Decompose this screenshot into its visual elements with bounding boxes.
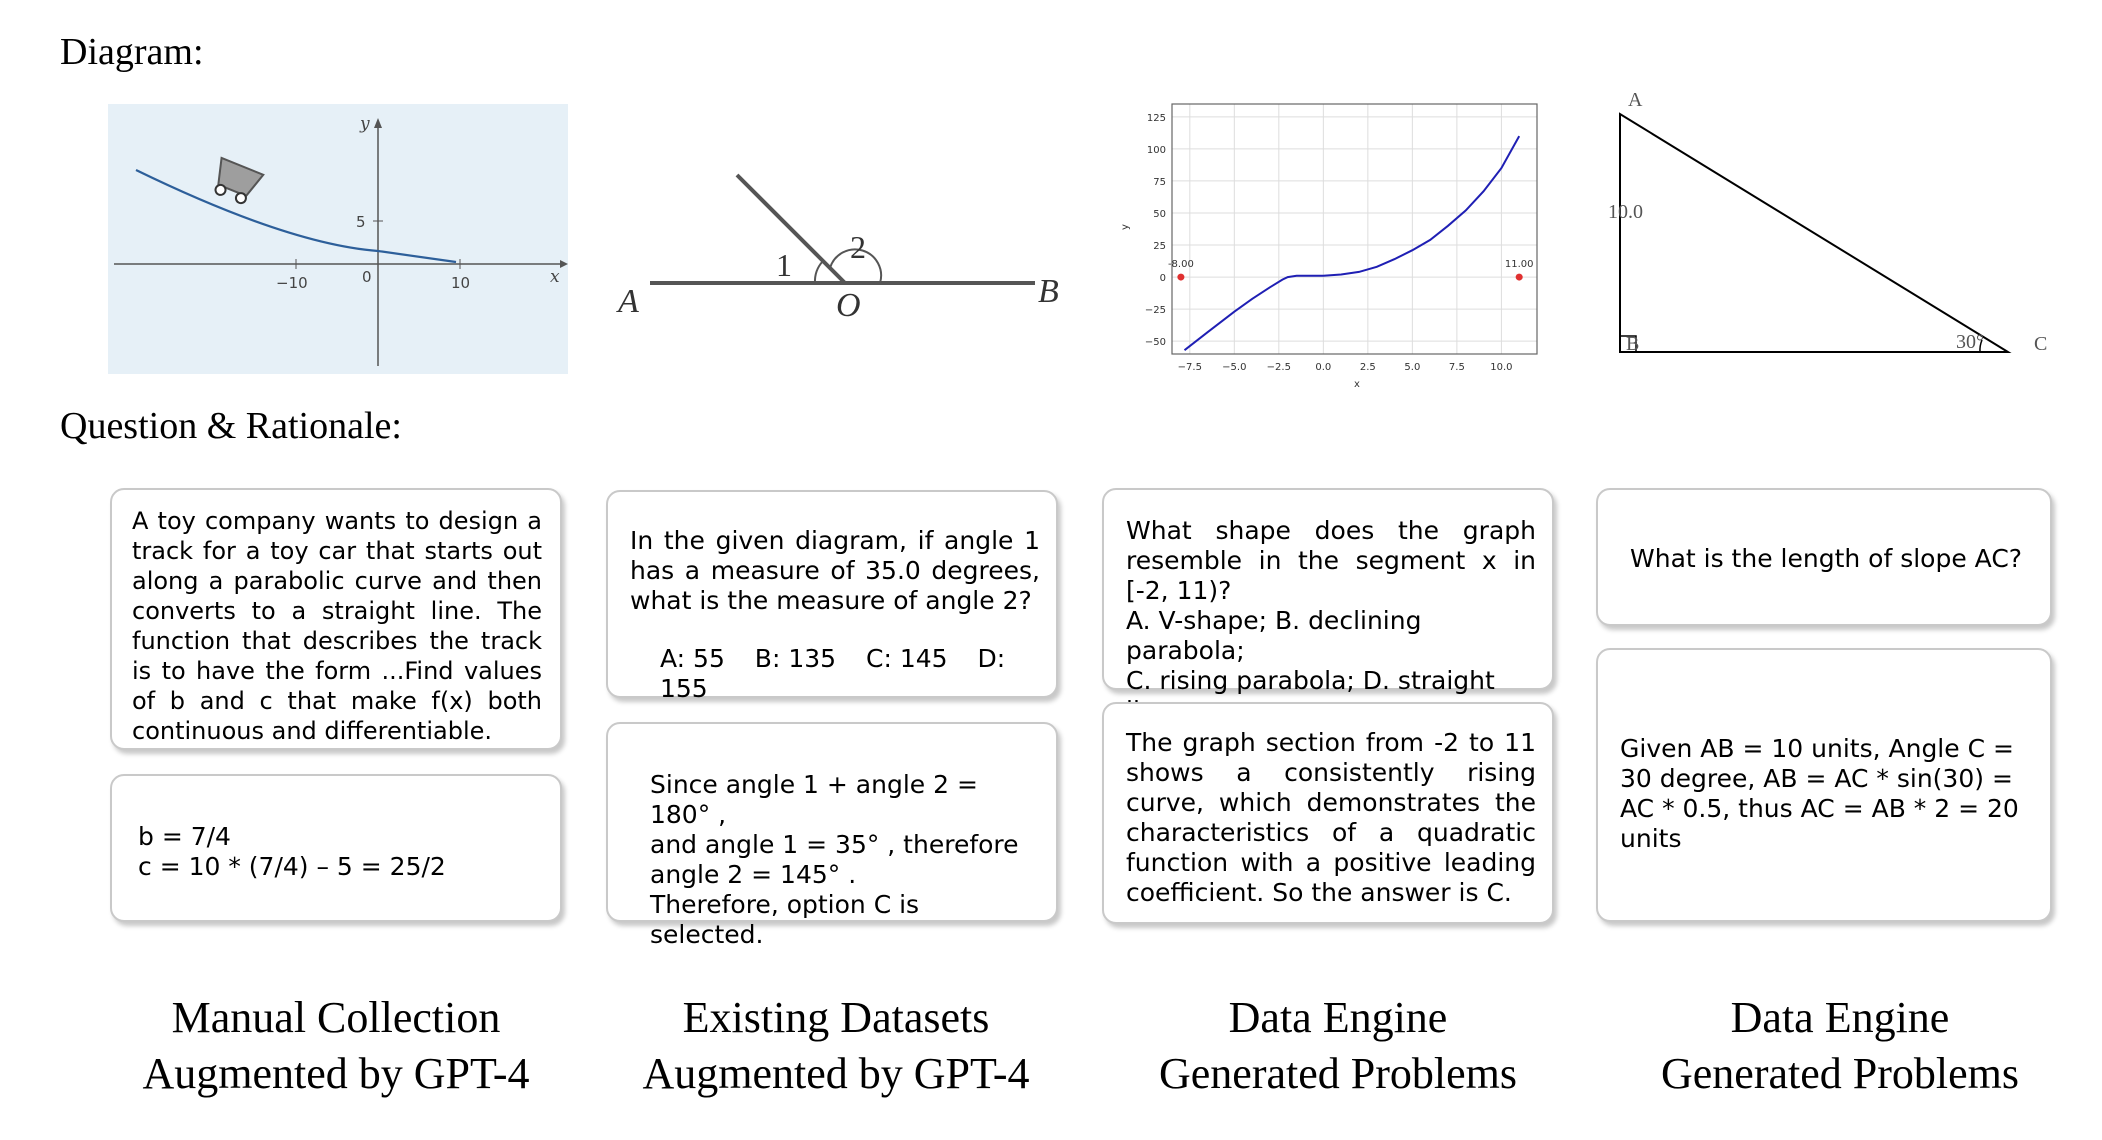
y-tick-label: 50 [1153,208,1166,220]
angle-2-label: 2 [850,229,866,265]
column-caption-3 [1078,990,1598,1102]
column-caption-4 [1580,990,2100,1102]
y-tick-label: 0 [1159,273,1166,285]
question-section-title: Question & Rationale: [60,405,402,447]
data-point [1516,274,1523,281]
rationale-line: angle 2 = 145° . [650,860,857,889]
y-axis-label: y [360,114,370,134]
rationale-line: Since angle 1 + angle 2 = 180° , [650,770,978,829]
diagram-function-plot [1112,96,1552,394]
angle-1-arc [815,261,823,283]
caption-line: Generated Problems [1159,1049,1517,1098]
point-a-label: A [618,283,639,320]
angle-1-label: 1 [776,247,792,283]
caption-line: Manual Collection [171,993,501,1042]
x-tick-label: 0.0 [1315,362,1332,373]
column-caption-2 [576,990,1096,1102]
x-tick-label: 10.0 [1490,362,1513,373]
x-axis-label: x [1354,379,1360,390]
x-tick-label: 5.0 [1404,362,1421,373]
rationale-line: c = 10 * (7/4) – 5 = 25/2 [138,852,446,881]
y-tick-label: 75 [1153,176,1166,188]
x-tick-label: −5.0 [1222,362,1247,373]
x-tick-label: 7.5 [1448,362,1465,373]
rationale-line: and angle 1 = 35° , therefore [650,830,1019,859]
question-card-2 [606,490,1058,703]
tick-label: 0 [362,268,372,286]
point-label: 11.00 [1504,259,1534,271]
vertex-b-label: B [1626,333,1640,355]
tick-label: 5 [356,213,366,231]
y-axis-label: y [1120,224,1131,230]
options-line: A. V-shape; B. declining parabola; [1126,606,1422,665]
question-text: What is the length of slope AC? [1630,544,2023,573]
rationale-card-3 [1102,702,1554,924]
question-card-1 [110,488,562,750]
vertex-c-label: C [2034,333,2048,355]
y-tick-label: −25 [1144,305,1166,317]
question-text: In the given diagram, if angle 1 has a measure of 35.0 degrees, what is the measure of angle 2? [630,526,1040,615]
question-text: A toy company wants to design a track for a toy car that starts out along a parabolic curve and then converts to a straight line. The function that describes the track is to have the form ...Find values of b and c that make f(x) both continuous and differentiable. [132,507,542,745]
side-ab-label: 10.0 [1608,201,1643,223]
point-label: -8.00 [1167,259,1194,271]
caption-line: Generated Problems [1661,1049,2019,1098]
rationale-text: Given AB = 10 units, Angle C = 30 degree, AB = AC * sin(30) = AC * 0.5, thus AC = AB * 2 = 20 units [1620,734,2019,853]
rationale-text: The graph section from -2 to 11 shows a consistently rising curve, which demonstrates the characteristics of a quadratic function with a positive leading coefficient. So the answer is C. [1126,728,1536,907]
question-text: What shape does the graph resemble in the segment x in [-2, 11)? [1126,516,1536,605]
vertex-a-label: A [1628,89,1643,111]
rationale-card-2 [606,722,1058,949]
diagram-angles [610,150,1080,325]
caption-line: Existing Datasets [682,993,990,1042]
caption-line: Data Engine [1228,993,1448,1042]
rationale-card-1 [110,774,562,922]
rationale-card-4 [1596,648,2052,922]
tick-label: 10 [451,274,471,292]
y-tick-label: 25 [1153,241,1166,253]
question-card-4 [1596,488,2052,626]
y-tick-label: 125 [1146,112,1166,124]
caption-line: Augmented by GPT-4 [142,1049,530,1098]
caption-line: Augmented by GPT-4 [642,1049,1030,1098]
x-tick-label: 2.5 [1359,362,1376,373]
point-b-label: B [1038,273,1059,310]
x-tick-label: −7.5 [1177,362,1202,373]
rationale-line: Therefore, option C is selected. [650,890,920,949]
angle-c-label: 30° [1956,331,1984,353]
caption-line: Data Engine [1730,993,1950,1042]
options-row [660,644,1056,704]
point-o-label: O [836,287,861,324]
tick-label: −10 [276,274,308,292]
option-c: C: 145 [866,644,948,673]
x-axis-label: x [550,267,560,287]
diagram-background [108,104,568,374]
column-caption-1 [76,990,596,1102]
triangle [1620,114,2008,352]
y-tick-label: −50 [1144,337,1166,349]
option-d: D: 155 [660,644,1006,703]
option-b: B: 135 [754,644,837,673]
diagram-section-title: Diagram: [60,31,204,73]
question-card-3 [1102,488,1554,695]
option-a: A: 55 [660,644,725,673]
diagram-right-triangle [1600,88,2070,368]
options-line: C. rising parabola; D. straight [1126,666,1495,695]
rationale-line: b = 7/4 [138,822,231,851]
x-tick-label: −2.5 [1266,362,1291,373]
diagram-toy-car-track [108,104,568,374]
data-point [1177,274,1184,281]
y-tick-label: 100 [1146,144,1166,156]
